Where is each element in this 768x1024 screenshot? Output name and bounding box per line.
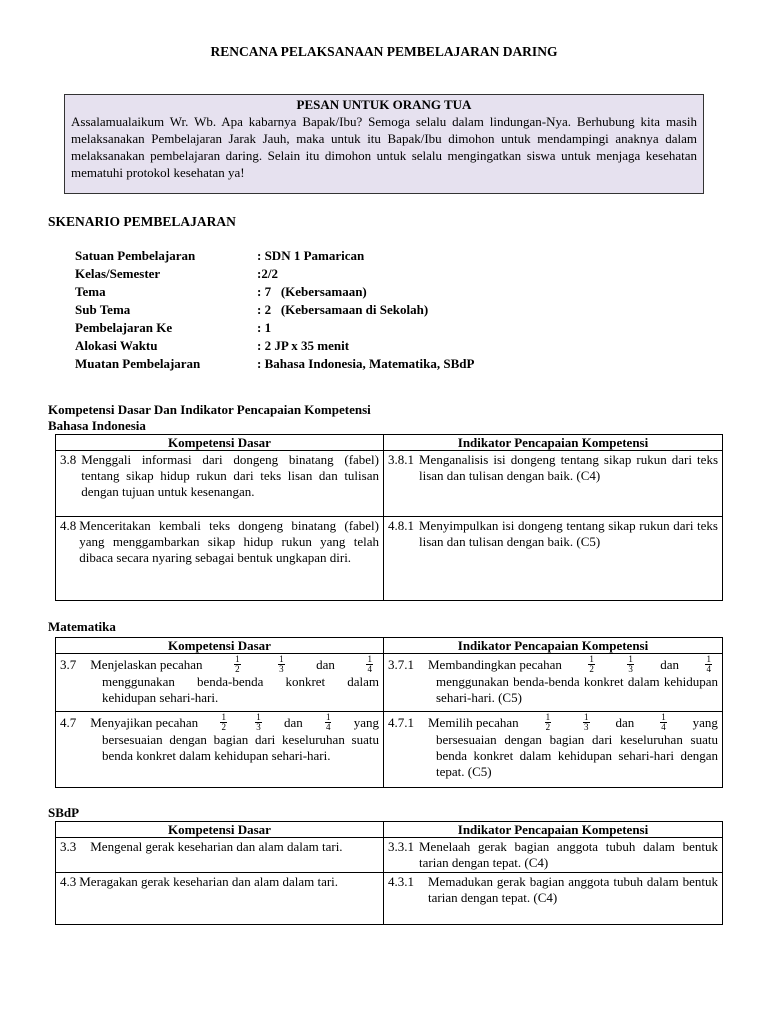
parent-message-box [64,94,704,194]
kd-text-pre: Menyajikan pecahan [90,714,199,730]
section-label-bahasa: Bahasa Indonesia [48,418,146,433]
ipk-text: Menyimpulkan isi dongeng tentang sikap rukun dari teks lisan dan tulisan dengan baik. (C5) [419,518,718,549]
info-label: Muatan Pembelajaran [75,356,201,371]
header-kd: Kompetensi Dasar [56,435,384,451]
kd-cell [56,712,384,788]
info-row [75,355,474,373]
lesson-info [75,247,474,373]
fraction-quarter: $\frac{1}{4}$ [325,712,331,732]
info-label: Tema [75,284,106,299]
ipk-text-post: yang [692,714,718,730]
header-kd: Kompetensi Dasar [56,638,384,654]
kd-text-post: yang [353,714,379,730]
parent-message-title: PESAN UNTUK ORANG TUA [296,97,472,112]
kd-heading-text: Kompetensi Dasar Dan Indikator Pencapaian Kompetensi [48,402,371,417]
table-row [56,517,723,601]
fraction-quarter: $\frac{1}{4}$ [661,712,666,732]
ipk-text-rest: bersesuaian dengan bagian dari keseluruhan suatu benda konkret dalam kehidupan sehari-hari dengan tepat. (C5) [436,732,718,779]
word-dan: dan [283,714,303,730]
info-value: : 2 (Kebersamaan di Sekolah) [257,302,429,317]
ipk-number: 3.7.1 [388,656,414,672]
fraction-third: $\frac{1}{3}$ [584,712,589,732]
kd-cell [56,838,384,873]
table-header-row [56,638,723,654]
document-title: RENCANA PELAKSANAAN PEMBELAJARAN DARING [210,44,558,59]
kd-number: 4.7 [60,714,77,730]
fraction-third: $\frac{1}{3}$ [628,654,633,674]
kd-text: Meragakan gerak keseharian dan alam dalam tari. [79,874,339,889]
info-value: : 1 [257,320,272,335]
info-value: : Bahasa Indonesia, Matematika, SBdP [257,356,475,371]
kd-text-rest: bersesuaian dengan bagian dari keseluruhan suatu benda konkret dalam kehidupan sehari-hari. [102,732,379,763]
kd-text-pre: Menjelaskan pecahan [90,656,203,672]
word-dan: dan [316,656,335,672]
ipk-number: 4.7.1 [388,714,414,730]
kd-cell [56,873,384,925]
kd-cell [56,451,384,517]
kd-cell [56,517,384,601]
table-row [56,838,723,873]
section-label-sbdp: SBdP [48,805,80,820]
kd-text: Menggali informasi dari dongeng binatang (fabel) tentang sikap hidup rukun dari teks lisan dan tulisan dengan tujuan untuk kesenangan. [81,452,379,499]
info-value: :2/2 [257,266,278,281]
ipk-cell [384,517,723,601]
section-label-matematika: Matematika [48,619,116,634]
info-row [75,337,474,355]
table-row [56,873,723,925]
ipk-number: 3.3.1 [388,839,414,854]
info-value: : SDN 1 Pamarican [257,248,365,263]
ipk-text-pre: Membandingkan pecahan [428,656,562,672]
info-value: : 7 (Kebersamaan) [257,284,367,299]
kd-cell [56,654,384,712]
info-value: : 2 JP x 35 menit [257,338,350,353]
ipk-cell [384,838,723,873]
header-kd: Kompetensi Dasar [56,822,384,838]
fraction-third: $\frac{1}{3}$ [279,654,284,674]
info-label: Satuan Pembelajaran [75,248,196,263]
table-row [56,712,723,788]
fraction-half: $\frac{1}{2}$ [589,654,594,674]
fraction-half: $\frac{1}{2}$ [221,712,226,732]
info-row [75,301,474,319]
table-matematika [55,637,723,788]
info-label: Alokasi Waktu [75,338,158,353]
skenario-heading: SKENARIO PEMBELAJARAN [48,214,236,229]
ipk-cell [384,451,723,517]
ipk-number: 4.3.1 [388,874,414,889]
info-label: Sub Tema [75,302,131,317]
kd-first-line [90,713,379,732]
ipk-text: Memadukan gerak bagian anggota tubuh dalam bentuk tarian dengan tepat. (C4) [428,874,718,905]
table-row [56,451,723,517]
table-row [56,654,723,712]
header-ipk: Indikator Pencapaian Kompetensi [384,435,723,451]
ipk-number: 4.8.1 [388,518,414,533]
ipk-number: 3.8.1 [388,452,414,467]
ipk-text-pre: Memilih pecahan [428,714,519,730]
fraction-half: $\frac{1}{2}$ [545,712,551,732]
ipk-text-rest: menggunakan benda-benda konkret dalam kehidupan sehari-hari. (C5) [436,674,718,705]
info-row [75,265,474,283]
ipk-first-line [428,655,718,674]
table-bahasa [55,434,723,601]
kd-number: 3.8 [60,452,77,467]
kd-text: Mengenal gerak keseharian dan alam dalam tari. [90,839,343,854]
kd-heading [48,402,371,434]
kd-text-rest: menggunakan benda-benda konkret dalam kehidupan sehari-hari. [102,674,379,705]
info-label: Pembelajaran Ke [75,320,173,335]
table-sbdp [55,821,723,925]
info-row [75,247,474,265]
kd-number: 3.3 [60,839,77,854]
ipk-cell [384,873,723,925]
ipk-first-line [428,713,718,732]
fraction-quarter: $\frac{1}{4}$ [706,654,711,674]
table-header-row [56,435,723,451]
ipk-text: Menelaah gerak bagian anggota tubuh dalam bentuk tarian dengan tepat. (C4) [419,839,718,870]
word-dan: dan [615,714,635,730]
kd-number: 4.3 [60,874,77,889]
fraction-quarter: $\frac{1}{4}$ [367,654,372,674]
header-ipk: Indikator Pencapaian Kompetensi [384,638,723,654]
ipk-cell [384,654,723,712]
ipk-cell [384,712,723,788]
kd-number: 4.8 [60,518,77,533]
info-row [75,283,474,301]
header-ipk: Indikator Pencapaian Kompetensi [384,822,723,838]
word-dan: dan [660,656,680,672]
kd-number: 3.7 [60,656,77,672]
ipk-text: Menganalisis isi dongeng tentang sikap rukun dari teks lisan dan tulisan dengan baik. (C4) [419,452,718,483]
fraction-half: $\frac{1}{2}$ [235,654,240,674]
fraction-third: $\frac{1}{3}$ [256,712,261,732]
table-header-row [56,822,723,838]
info-label: Kelas/Semester [75,266,161,281]
info-row [75,319,474,337]
parent-message-body: Assalamualaikum Wr. Wb. Apa kabarnya Bapak/Ibu? Semoga selalu dalam lindungan-Nya. Berhubung kita masih melaksanakan Pembelajaran Jarak Jauh, maka untuk itu Bapak/Ibu dimohon untuk mendampingi anaknya dalam melaksanakan pembelajaran daring. Selain itu dimohon untuk selalu mengingatkan siswa untuk menjaga kesehatan mematuhi protokol kesehatan ya! [71,114,697,180]
kd-first-line [90,655,379,674]
kd-text: Menceritakan kembali teks dongeng binatang (fabel) yang menggambarkan sikap hidup rukun yang telah dibaca secara nyaring sebagai bentuk ungkapan diri. [79,518,379,565]
